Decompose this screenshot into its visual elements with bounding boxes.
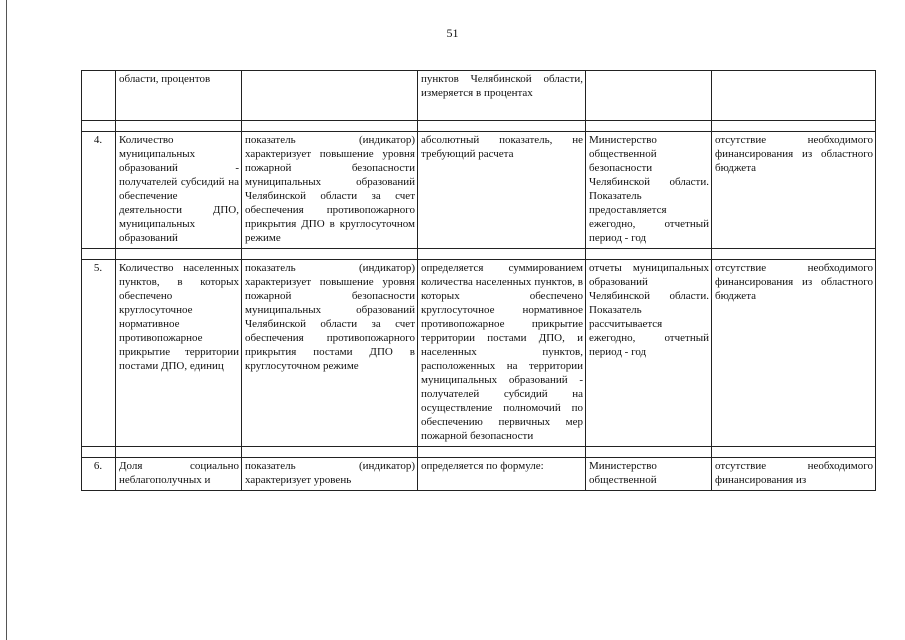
table-row [82,71,876,121]
row-number: 4. [82,132,116,249]
indicator-name-cell: Количество муниципальных образований - получателей субсидий на обеспечение деятельности ДПО, муниципальных образований [116,132,242,249]
data-source-cell: отчеты муниципальных образований Челябинской области. Показатель рассчитывается ежегодно, отчетный период - год [586,260,712,447]
row-spacer [82,121,876,132]
table-row [82,260,876,447]
page-number: 51 [446,26,459,40]
risk-cell [712,71,876,121]
risk-cell: отсутствие необходимого финансирования из областного бюджета [712,260,876,447]
data-source-cell: Министерство общественной безопасности Челябинской области. Показатель предоставляется ежегодно, отчетный период - год [586,132,712,249]
table-row [82,458,876,491]
row-number: 5. [82,260,116,447]
calculation-method-cell: пунктов Челябинской области, измеряется в процентах [418,71,586,121]
row-spacer [82,249,876,260]
data-source-cell [586,71,712,121]
calculation-method-cell: определяется по формуле: [418,458,586,491]
indicator-name-cell: области, процентов [116,71,242,121]
indicator-name-cell: Доля социально неблагополучных и [116,458,242,491]
row-spacer [82,447,876,458]
risk-cell: отсутствие необходимого финансирования из [712,458,876,491]
data-source-cell: Министерство общественной [586,458,712,491]
indicator-description-cell: показатель (индикатор) характеризует уровень [242,458,418,491]
indicator-description-cell: показатель (индикатор) характеризует повышение уровня пожарной безопасности муниципальных образований Челябинской области за счет обеспечения противопожарного прикрытия постами ДПО в круглосуточном режиме [242,260,418,447]
row-number [82,71,116,121]
row-number: 6. [82,458,116,491]
calculation-method-cell: абсолютный показатель, не требующий расчета [418,132,586,249]
risk-cell: отсутствие необходимого финансирования из областного бюджета [712,132,876,249]
indicator-description-cell: показатель (индикатор) характеризует повышение уровня пожарной безопасности муниципальных образований Челябинской области за счет обеспечения противопожарного прикрытия ДПО в круглосуточном режиме [242,132,418,249]
indicator-name-cell: Количество населенных пунктов, в которых обеспечено круглосуточное нормативное противопожарное прикрытие территории постами ДПО, единиц [116,260,242,447]
indicator-description-cell [242,71,418,121]
calculation-method-cell: определяется суммированием количества населенных пунктов, в которых обеспечено круглосуточное нормативное противопожарное прикрытие территории постами ДПО, и населенных пунктов, расположенных на территории муниципальных образований - получателей субсидий на осуществление полномочий по обеспечению первичных мер пожарной безопасности [418,260,586,447]
table-row [82,132,876,249]
indicators-table [81,70,876,491]
left-margin-rule [6,0,7,640]
